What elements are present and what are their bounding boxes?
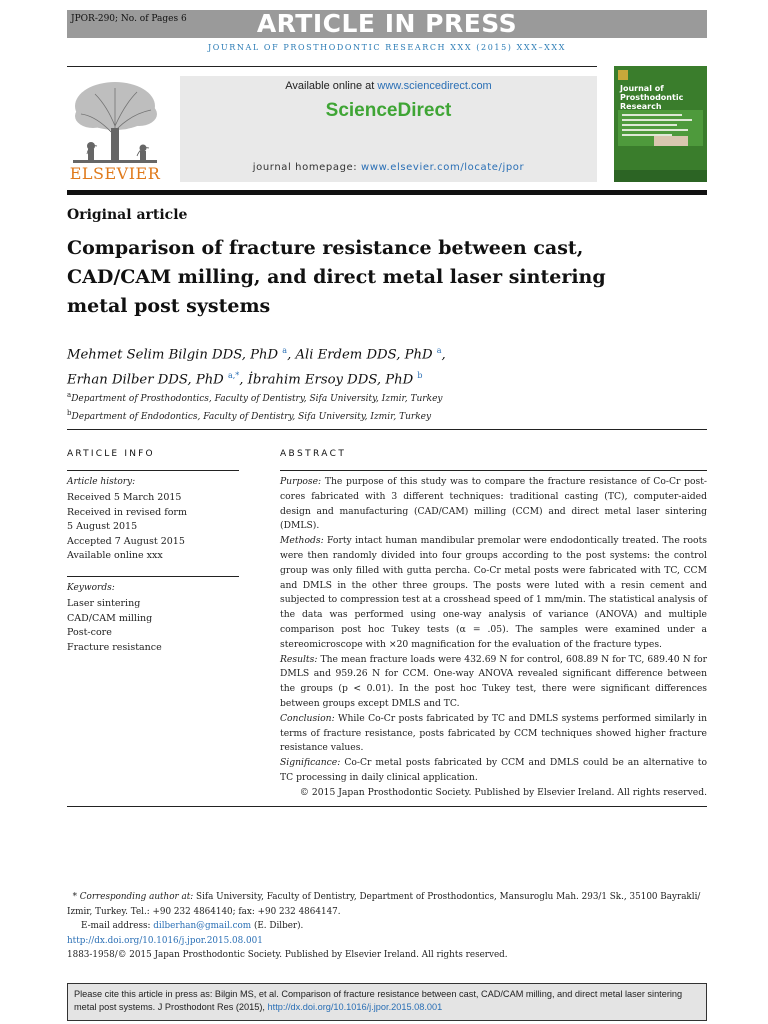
article-history-label: Article history: xyxy=(67,477,136,487)
affiliation-marker[interactable]: a xyxy=(282,346,288,355)
elsevier-logo[interactable] xyxy=(67,76,163,184)
author-separator: , xyxy=(441,347,446,363)
abstract-text: While Co-Cr posts fabricated by TC and DMLS systems performed similarly in terms of fracture resistance, posts fabricated by CCM techniques showed higher fracture resistance values. xyxy=(280,712,707,754)
keyword-item[interactable]: CAD/CAM milling xyxy=(67,612,153,624)
abstract-heading: ABSTRACT xyxy=(280,449,347,459)
author-separator: , xyxy=(239,372,248,388)
press-title: ARTICLE IN PRESS xyxy=(256,9,518,38)
abstract-label: Purpose: xyxy=(280,476,322,487)
email-label: E-mail address: xyxy=(80,921,154,931)
citation-text xyxy=(74,988,700,1014)
abstract-text: Forty intact human mandibular premolar were endodontically treated. The roots were then randomly divided into four groups according to the post systems: the control group was only filled with gutta percha. Co-Cr metal posts were fabricated with TC, CCM and DMLS in the other three groups. The posts were luted with a resin cement and subjected to compression test at a crosshead speed of 1 mm/min. The statistical analysis of the data was performed using one-way analysis of variance (ANOVA) and multiple comparison post hoc Tukey tests (α = .05). The samples were examined under a stereomicroscope with ×20 magnification for the evaluation of the fracture types. xyxy=(280,535,707,650)
affiliation-text: Department of Endodontics, Faculty of Dentistry, Sifa University, Izmir, Turkey xyxy=(71,412,432,422)
header-divider xyxy=(67,66,597,67)
author-name[interactable]: Ali Erdem DDS, PhD xyxy=(295,347,433,363)
journal-running-header: JOURNAL OF PROSTHODONTIC RESEARCH XXX (2015) XXX–XXX xyxy=(207,43,567,52)
article-info-rule xyxy=(67,470,239,471)
keywords-label: Keywords: xyxy=(67,583,115,593)
journal-homepage-line xyxy=(180,162,597,173)
abstract-label: Significance: xyxy=(280,757,341,769)
available-online-label: Available online at xyxy=(285,80,378,92)
affiliation-marker[interactable]: a xyxy=(436,346,442,355)
copyright-notice: © 2015 Japan Prosthodontic Society. Published by Elsevier Ireland. All rights reserved. xyxy=(299,786,707,798)
issn-line: 1883-1958/© 2015 Japan Prosthodontic Society. Published by Elsevier Ireland. All rights reserved. xyxy=(67,950,508,960)
author-name[interactable]: İbrahim Ersoy DDS, PhD xyxy=(247,372,414,388)
history-item: Received 5 March 2015 xyxy=(67,492,182,503)
author-separator: , xyxy=(287,347,296,363)
corresponding-label: Corresponding author at: xyxy=(79,892,194,902)
abstract-end-divider xyxy=(67,806,707,807)
keyword-item[interactable]: Post-core xyxy=(67,627,112,638)
abstract-paragraph xyxy=(280,712,707,756)
article-history-list xyxy=(67,491,187,564)
abstract-text: The purpose of this study was to compare the fracture resistance of Co-Cr post-cores fabricated with 3 different techniques: traditional casting (TC), computer-aided design and manufacturing (CAD/CAM) milling (CCM) and direct metal laser sintering (DMLS). xyxy=(280,476,707,532)
keywords-rule xyxy=(67,576,239,577)
abstract-label: Conclusion: xyxy=(280,712,335,724)
abstract-rule xyxy=(280,470,707,471)
journal-cover-image[interactable] xyxy=(614,66,707,182)
abstract-paragraph xyxy=(280,534,707,652)
email-note xyxy=(67,919,707,934)
keywords-list xyxy=(67,597,162,655)
affiliation-marker[interactable]: b xyxy=(417,371,423,381)
abstract-label: Methods: xyxy=(280,535,324,547)
affiliations xyxy=(67,388,687,424)
sciencedirect-banner xyxy=(180,76,597,182)
author-name[interactable]: Mehmet Selim Bilgin DDS, PhD xyxy=(67,347,279,363)
citation-doi-link[interactable]: http://dx.doi.org/10.1016/j.jpor.2015.08.001 xyxy=(267,1002,443,1012)
available-online-line xyxy=(180,80,597,92)
journal-homepage-link[interactable]: www.elsevier.com/locate/jpor xyxy=(361,162,525,173)
affiliation-marker[interactable]: a,* xyxy=(227,371,240,381)
footnote-mark: * xyxy=(72,892,77,902)
corresponding-address: Sifa University, Faculty of Dentistry, Department of Prosthodontics, Mansuroglu Mah. 293/1 Sk., 35100 Bayrakli/ Izmir, Turkey. Tel.: +90 232 4864140; fax: +90 232 4864147. xyxy=(67,892,701,917)
author-list xyxy=(67,340,687,391)
abstract-paragraph xyxy=(280,653,707,712)
article-type: Original article xyxy=(67,207,188,223)
masthead-divider xyxy=(67,190,707,195)
article-in-press-banner xyxy=(67,10,707,38)
sciencedirect-logo[interactable]: ScienceDirect xyxy=(325,100,452,121)
sciencedirect-link[interactable]: www.sciencedirect.com xyxy=(377,80,492,92)
abstract-body xyxy=(280,475,707,801)
keyword-item[interactable]: Laser sintering xyxy=(67,598,141,609)
article-info-heading: ARTICLE INFO xyxy=(67,449,155,459)
journal-homepage-label: journal homepage: xyxy=(252,162,362,173)
section-divider xyxy=(67,429,707,430)
email-suffix: (E. Dilber). xyxy=(251,921,304,931)
author-name[interactable]: Erhan Dilber DDS, PhD xyxy=(67,372,224,388)
elsevier-tree-icon xyxy=(67,76,163,164)
elsevier-wordmark: ELSEVIER xyxy=(69,164,161,183)
press-code: JPOR-290; No. of Pages 6 xyxy=(71,14,187,24)
citation-body: Please cite this article in press as: Bilgin MS, et al. Comparison of fracture resistance between cast, CAD/CAM milling, and direct metal laser sintering metal post systems. J Prosthodont Res (2015), xyxy=(74,989,683,1012)
history-item: Received in revised form xyxy=(67,506,187,518)
affiliation-text: Department of Prosthodontics, Faculty of Dentistry, Sifa University, Izmir, Turkey xyxy=(71,394,443,404)
article-title: Comparison of fracture resistance between cast, CAD/CAM milling, and direct metal laser sintering metal post systems xyxy=(67,237,606,317)
corresponding-author-note xyxy=(67,890,707,919)
footnotes xyxy=(67,890,707,963)
history-item: 5 August 2015 xyxy=(67,521,138,532)
affiliation-item xyxy=(67,388,687,406)
cover-journal-title: Journal of Prosthodontic Research xyxy=(620,84,684,111)
affiliation-item xyxy=(67,406,687,424)
affiliation-mark: a xyxy=(67,391,72,399)
abstract-paragraph xyxy=(280,756,707,786)
abstract-text: The mean fracture loads were 432.69 N for control, 608.89 N for TC, 689.40 N for DMLS and 959.26 N for CCM. One-way ANOVA revealed significant difference between the groups (p < 0.01). In the post hoc Tukey test, there were significant differences between groups except DMLS and TC. xyxy=(280,653,707,709)
history-item: Accepted 7 August 2015 xyxy=(67,535,185,547)
affiliation-mark: b xyxy=(67,409,72,417)
keyword-item[interactable]: Fracture resistance xyxy=(67,641,162,653)
history-item: Available online xxx xyxy=(67,550,163,561)
doi-link[interactable]: http://dx.doi.org/10.1016/j.jpor.2015.08.001 xyxy=(67,935,263,946)
abstract-label: Results: xyxy=(280,653,318,665)
citation-box xyxy=(67,983,707,1021)
email-link[interactable]: dilberhan@gmail.com xyxy=(153,921,252,931)
abstract-text: Co-Cr metal posts fabricated by CCM and DMLS could be an alternative to TC processing in daily clinical application. xyxy=(280,757,707,783)
abstract-paragraph xyxy=(280,475,707,534)
